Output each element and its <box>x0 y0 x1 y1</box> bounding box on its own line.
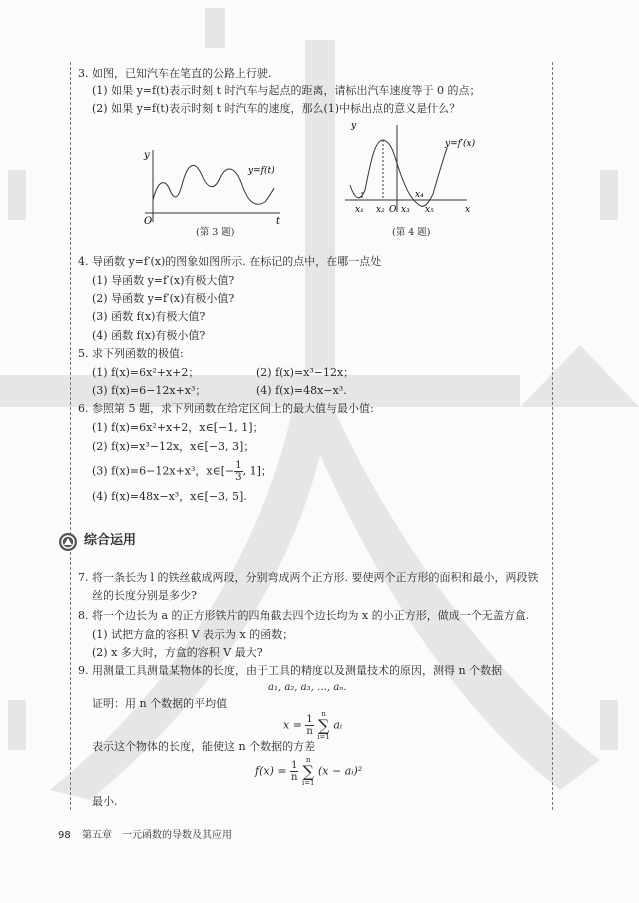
figure-4-graph <box>345 120 485 220</box>
q3-part2: (2) 如果 y=f(t)表示时刻 t 时汽车的速度，那么(1)中标出点的意义是什么？ <box>92 102 461 115</box>
left-margin-line <box>70 62 71 810</box>
q4-item: (1) 导函数 y=f′(x)有极大值? <box>92 274 235 287</box>
q9-proof: 证明：用 n 个数据的平均值 <box>92 697 228 710</box>
q6-item: (4) f(x)=48x−x³，x∈[−3, 5]. <box>92 490 247 503</box>
q8-item: (1) 试把方盒的容积 V 表示为 x 的函数； <box>92 628 294 641</box>
q3-part1: (1) 如果 y=f(t)表示时刻 t 时汽车与起点的距离，请标出汽车速度等于 0 的点； <box>92 84 481 97</box>
right-margin-line <box>552 62 553 810</box>
t-label: t <box>276 216 281 227</box>
fraction: $\frac{1}{3}$ <box>235 460 242 483</box>
chapter-title: 第五章 一元函数的导数及其应用 <box>82 830 232 841</box>
q7-line2: 丝的长度分别是多少? <box>92 589 197 602</box>
q4-title: 4. 导函数 y=f′(x)的图象如图所示. 在标记的点中，在哪一点处 <box>78 255 382 268</box>
x1-label: x₁ <box>355 205 364 215</box>
section-icon <box>58 532 78 552</box>
x5-label: x₅ <box>425 205 434 215</box>
q8-title: 8. 将一个边长为 a 的正方形铁片的四角截去四个边长均为 x 的小正方形，做成一个无盖方盒. <box>78 609 530 622</box>
q5-item: (2) f(x)=x³−12x； <box>256 366 355 379</box>
q5-item: (3) f(x)=6−12x+x³； <box>92 384 207 397</box>
f-prime-curve <box>350 140 447 206</box>
q9-mid: 表示这个物体的长度，能使这 n 个数据的方差 <box>92 740 316 753</box>
q4-item: (2) 导函数 y=f′(x)有极小值? <box>92 292 235 305</box>
origin-label: O <box>389 205 397 215</box>
x4-label: x₄ <box>415 190 424 200</box>
y-label: y <box>351 121 357 131</box>
x3-label: x₃ <box>401 205 410 215</box>
x2-label: x₂ <box>376 205 385 215</box>
q5-title: 5. 求下列函数的极值: <box>78 347 184 360</box>
x-label: x <box>465 205 471 215</box>
mean-formula: x = $\frac{1}{n}$ n ∑ i=1 aᵢ <box>283 710 343 741</box>
q8-item: (2) x 多大时，方盒的容积 V 最大? <box>92 646 263 659</box>
q4-item: (3) 函数 f(x)有极大值? <box>92 310 206 323</box>
figure-3-graph <box>140 140 290 230</box>
q9-data: a₁, a₂, a₃, …, aₙ. <box>268 682 347 693</box>
variance-formula: f(x) = $\frac{1}{n}$ n ∑ i=1 (x − aᵢ)² <box>255 756 363 787</box>
figure-4-caption: (第 4 题) <box>392 227 431 238</box>
q6-title: 6. 参照第 5 题，求下列函数在给定区间上的最大值与最小值: <box>78 402 374 415</box>
q6-item: (2) f(x)=x³−12x，x∈[−3, 3]； <box>92 440 255 453</box>
y-label: y <box>144 150 150 161</box>
section-title: 综合运用 <box>84 533 137 548</box>
q7-line1: 7. 将一条长为 l 的铁丝截成两段，分别弯成两个正方形. 要使两个正方形的面积和最小，两段铁 <box>78 571 539 584</box>
q6-item: (1) f(x)=6x²+x+2，x∈[−1, 1]； <box>92 421 264 434</box>
page-number: 98 <box>58 830 71 841</box>
origin-label: O <box>144 216 153 227</box>
q4-item: (4) 函数 f(x)有极小值? <box>92 329 206 342</box>
q3-title: 3. 如图，已知汽车在笔直的公路上行驶. <box>78 67 272 80</box>
curve-label: y=f(t) <box>248 166 275 176</box>
q5-item: (1) f(x)=6x²+x+2； <box>92 366 200 379</box>
q6-item: (3) f(x)=6−12x+x³，x∈[− $\frac{1}{3}$ , 1]； <box>92 460 272 483</box>
q9-title: 9. 用测量工具测量某物体的长度，由于工具的精度以及测量技术的原因，测得 n 个数据 <box>78 664 503 677</box>
q9-end: 最小. <box>92 795 118 808</box>
curve-label: y=f′(x) <box>445 139 476 149</box>
figure-3-caption: (第 3 题) <box>196 227 235 238</box>
q5-item: (4) f(x)=48x−x³. <box>256 384 347 397</box>
